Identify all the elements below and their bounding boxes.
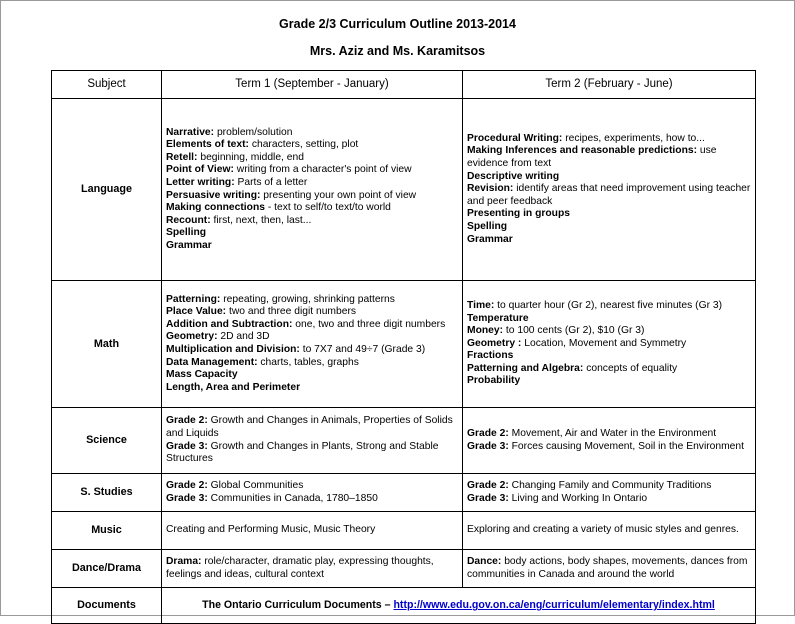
table-row-dance-drama: [52, 550, 756, 588]
cell-line-heading: Multiplication and Division:: [166, 344, 300, 355]
cell-line-heading: Narrative:: [166, 126, 215, 138]
cell-line: [467, 338, 751, 351]
cell-line-heading: Procedural Writing:: [467, 132, 563, 144]
term2-cell: [463, 99, 756, 281]
table-header-row: [52, 71, 756, 99]
cell-line: [467, 480, 751, 493]
cell-line-heading: Length, Area and Perimeter: [166, 381, 301, 393]
cell-line: [166, 480, 458, 493]
cell-line-heading: Spelling: [467, 220, 508, 232]
cell-line: [166, 227, 458, 240]
cell-line-heading: Fractions: [467, 350, 514, 362]
cell-line-text: Creating and Performing Music, Music Theory: [166, 524, 376, 536]
cell-line: [166, 164, 458, 177]
subject-cell: Music: [52, 512, 162, 550]
cell-line: [467, 171, 751, 184]
cell-line-text: - text to self/to text/to world: [264, 202, 391, 214]
cell-line-text: first, next, then, last...: [210, 214, 312, 226]
subject-cell: Dance/Drama: [52, 550, 162, 588]
cell-line: [166, 357, 458, 370]
cell-line-heading: Mass Capacity: [166, 369, 238, 381]
cell-line: [467, 428, 751, 441]
cell-line-heading: Temperature: [467, 312, 529, 324]
cell-line: [467, 133, 751, 146]
cell-line-text: characters, setting, plot: [248, 139, 359, 151]
cell-line: [467, 145, 751, 170]
cell-line-text: 2D and 3D: [217, 331, 270, 343]
cell-line: [166, 127, 458, 140]
cell-line: [467, 300, 751, 313]
term2-cell: [463, 550, 756, 588]
header-term1: Term 1 (September - January): [162, 71, 463, 99]
cell-line-heading: Making Inferences and reasonable predictions:: [467, 145, 698, 157]
table-row-science: [52, 408, 756, 474]
cell-line: [166, 319, 458, 332]
cell-line-heading: Patterning:: [166, 293, 221, 305]
cell-line-text: Forces causing Movement, Soil in the Environment: [508, 440, 745, 452]
cell-line-text: beginning, middle, end: [197, 151, 304, 163]
cell-line-heading: Place Value:: [166, 306, 227, 318]
curriculum-link[interactable]: http://www.edu.gov.on.ca/eng/curriculum/elementary/index.html: [393, 599, 715, 612]
document-title: Grade 2/3 Curriculum Outline 2013-2014: [279, 17, 516, 31]
cell-line-text: presenting your own point of view: [260, 189, 417, 201]
cell-line: [467, 524, 751, 537]
term1-cell: [162, 281, 463, 408]
cell-line-heading: Spelling: [166, 227, 207, 239]
cell-line: [166, 240, 458, 253]
header-subject: Subject: [52, 71, 162, 99]
term2-cell: [463, 474, 756, 512]
cell-line-text: Living and Working In Ontario: [508, 492, 648, 504]
cell-line: [166, 382, 458, 395]
cell-line-heading: Patterning and Algebra:: [467, 362, 584, 374]
cell-line-heading: Letter writing:: [166, 176, 235, 188]
cell-line-heading: Money:: [467, 325, 504, 337]
cell-line-text: body actions, body shapes, movements, dances from communities in Canada and around the world: [467, 555, 748, 580]
term1-cell: [162, 408, 463, 474]
cell-line-heading: Geometry:: [166, 331, 218, 343]
cell-line: [467, 208, 751, 221]
cell-line-text: one, two and three digit numbers: [292, 318, 446, 330]
cell-line-heading: Revision:: [467, 183, 514, 195]
cell-line: [166, 139, 458, 152]
cell-line-heading: Drama:: [166, 555, 202, 567]
cell-line: [467, 313, 751, 326]
cell-line-text: use evidence from text: [467, 145, 717, 170]
cell-line: [166, 369, 458, 382]
table-row-math: [52, 281, 756, 408]
table-row-documents: [52, 588, 756, 624]
cell-line-text: Growth and Changes in Plants, Strong and Stable Structures: [166, 440, 439, 465]
term1-cell: [162, 512, 463, 550]
cell-line-text: identify areas that need improvement using teacher and peer feedback: [467, 183, 751, 207]
term1-cell: [162, 474, 463, 512]
cell-line-heading: Grade 3:: [166, 440, 208, 452]
subject-cell: Science: [52, 408, 162, 474]
cell-line-heading: Grade 2:: [166, 415, 208, 427]
cell-line-text: Exploring and creating a variety of music styles and genres.: [467, 524, 739, 536]
cell-line-text: role/character, dramatic play, expressing thoughts, feelings and ideas, cultural context: [166, 555, 434, 580]
cell-line: [467, 234, 751, 247]
cell-line-heading: Grade 2:: [467, 479, 509, 491]
cell-line: [166, 331, 458, 344]
cell-line: [467, 183, 751, 208]
cell-line-text: to 7X7 and 49÷7 (Grade 3): [299, 344, 426, 355]
cell-line: [467, 441, 751, 454]
header-term2: Term 2 (February - June): [463, 71, 756, 99]
cell-line-heading: Probability: [467, 375, 521, 387]
cell-line-text: Parts of a letter: [234, 176, 308, 188]
cell-line: [166, 493, 458, 506]
term2-cell: [463, 408, 756, 474]
term1-cell: [162, 550, 463, 588]
subject-cell: Documents: [52, 588, 162, 624]
curriculum-table: [51, 70, 756, 624]
cell-line: [166, 556, 458, 581]
cell-line-heading: Persuasive writing:: [166, 189, 261, 201]
cell-line: [166, 215, 458, 228]
cell-line-heading: Grade 3:: [166, 492, 208, 504]
cell-line-heading: Data Management:: [166, 356, 258, 368]
cell-line-text: repeating, growing, shrinking patterns: [220, 293, 395, 305]
cell-line-text: Communities in Canada, 1780–1850: [207, 492, 378, 504]
cell-line-text: to quarter hour (Gr 2), nearest five minutes (Gr 3): [494, 299, 723, 311]
cell-line: [467, 493, 751, 506]
cell-line-heading: Addition and Subtraction:: [166, 318, 293, 330]
cell-line-heading: Point of View:: [166, 164, 234, 176]
table-row-social-studies: [52, 474, 756, 512]
cell-line: [467, 325, 751, 338]
cell-line-heading: Grammar: [467, 233, 513, 245]
cell-line-text: problem/solution: [214, 126, 293, 138]
term2-cell: [463, 512, 756, 550]
cell-line-text: two and three digit numbers: [226, 306, 357, 318]
cell-line-text: to 100 cents (Gr 2), $10 (Gr 3): [503, 325, 645, 337]
cell-line-text: Global Communities: [207, 479, 304, 491]
cell-line-heading: Presenting in groups: [467, 208, 570, 220]
term2-cell: [463, 281, 756, 408]
cell-line-text: Location, Movement and Symmetry: [521, 337, 687, 349]
cell-line: [166, 294, 458, 307]
cell-line: [166, 344, 458, 357]
documents-cell: [162, 588, 756, 624]
cell-line-heading: Dance:: [467, 555, 502, 567]
cell-line-text: Movement, Air and Water in the Environment: [508, 427, 717, 439]
cell-line: [467, 221, 751, 234]
term1-cell: [162, 99, 463, 281]
cell-line-heading: Recount:: [166, 214, 211, 226]
cell-line-heading: Geometry :: [467, 337, 522, 349]
document-subtitle: Mrs. Aziz and Ms. Karamitsos: [309, 44, 486, 58]
cell-line-heading: Grade 2:: [467, 427, 509, 439]
cell-line: [166, 177, 458, 190]
cell-line: [467, 363, 751, 376]
cell-line-text: writing from a character's point of view: [233, 164, 412, 176]
cell-line-heading: Grade 3:: [467, 440, 509, 452]
cell-line: [166, 441, 458, 466]
cell-line-text: concepts of equality: [583, 362, 678, 374]
cell-line-heading: Retell:: [166, 151, 198, 163]
cell-line-heading: Grammar: [166, 239, 212, 251]
cell-line-text: recipes, experiments, how to...: [562, 132, 705, 144]
cell-line-text: charts, tables, graphs: [257, 356, 359, 368]
cell-line: [467, 375, 751, 388]
cell-line-text: Growth and Changes in Animals, Properties of Solids and Liquids: [166, 415, 453, 439]
subject-cell: S. Studies: [52, 474, 162, 512]
cell-line: [166, 415, 458, 440]
cell-line-heading: Time:: [467, 299, 495, 311]
cell-line-heading: Grade 2:: [166, 479, 208, 491]
cell-line: [467, 350, 751, 363]
cell-line-heading: Grade 3:: [467, 492, 509, 504]
table-row-music: [52, 512, 756, 550]
cell-line: [467, 556, 751, 581]
cell-line: [166, 190, 458, 203]
cell-line: [166, 306, 458, 319]
cell-line-text: Changing Family and Community Traditions: [508, 479, 712, 491]
cell-line-heading: Descriptive writing: [467, 170, 560, 182]
cell-line: [166, 152, 458, 165]
cell-line: [166, 524, 458, 537]
documents-label: The Ontario Curriculum Documents –: [202, 599, 394, 612]
cell-line-heading: Elements of text:: [166, 139, 249, 151]
subject-cell: Language: [52, 99, 162, 281]
cell-line: [166, 202, 458, 215]
subject-cell: Math: [52, 281, 162, 408]
table-row-language: [52, 99, 756, 281]
cell-line-heading: Making connections: [166, 202, 265, 214]
